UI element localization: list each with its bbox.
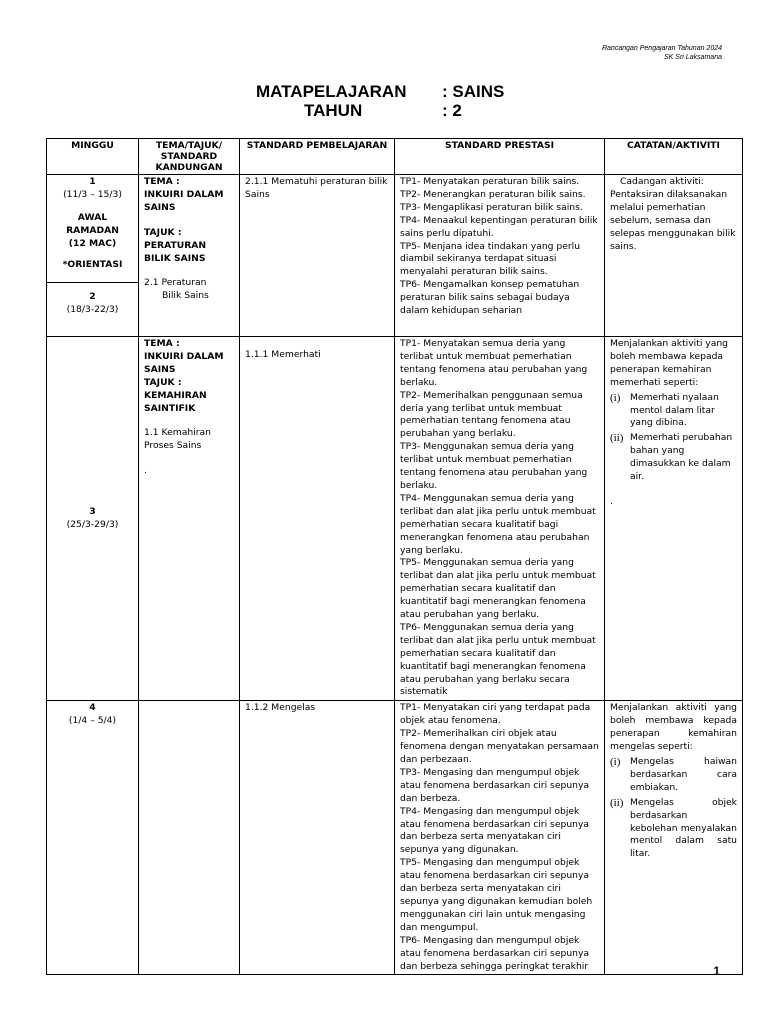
tp-item: TP2- Memerihalkan penggunaan semua deria yang terlibat untuk membuat pemerhatian tentang fenomena atau perubahan yang berlaku.	[400, 389, 583, 440]
tp-item: TP1- Menyatakan semua deria yang terlibat untuk membuat pemerhatian tentang fenomena atau perubahan yang berlaku.	[400, 338, 588, 388]
list-text: Memerhati nyalaan mentol dalam litar yang dibina.	[630, 391, 719, 429]
tp-item: TP6- Mengamalkan konsep pematuhan peraturan bilik sains sebagai budaya dalam kehidupan seharian	[400, 279, 580, 317]
list-number: (i)	[610, 756, 621, 768]
list-text: Memerhati perubahan bahan yang dimasukkan ke dalam air.	[630, 432, 733, 483]
standard-kandungan: 1.1 Kemahiran	[144, 427, 211, 439]
week-number: 3	[89, 505, 96, 517]
tp-item: TP3- Mengaplikasi peraturan bilik sains.	[400, 201, 583, 213]
tp-item: TP6- Menggunakan semua deria yang terlibat dan alat jika perlu untuk membuat pemerhatian secara kualitatif dan kuantitatif bagi menerangkan fenomena atau perubahan yang berlaku secara sistematik	[400, 621, 596, 698]
catatan-intro: Menjalankan aktiviti yang boleh membawa kepada penerapan kemahiran memerhati seperti:	[610, 338, 729, 388]
list-item	[610, 797, 737, 862]
catatan-text: Cadangan aktiviti: Pentaksiran dilaksanakan melalui pemerhatian sebelum, semasa dan selepas menggunakan bilik sains.	[610, 176, 736, 252]
lesson-plan-table	[46, 138, 743, 975]
catatan-cell	[605, 701, 743, 975]
tp-cell	[395, 337, 605, 701]
table-row	[47, 701, 743, 975]
document-header-note	[602, 44, 722, 62]
catatan-cell	[605, 175, 743, 337]
page-number: 1	[713, 964, 720, 978]
sp-cell	[240, 337, 395, 701]
header-tema: TEMA/TAJUK/ STANDARD KANDUNGAN	[139, 139, 240, 175]
table-header-row	[47, 139, 743, 175]
text-dot: .	[610, 495, 613, 507]
header-minggu: MINGGU	[47, 139, 139, 175]
header-catatan: CATATAN/AKTIVITI	[605, 139, 743, 175]
week-dates: (11/3 – 15/3)	[63, 188, 122, 200]
tp-item: TP2- Memerihalkan ciri objek atau fenomena dengan menyatakan persamaan dan perbezaan.	[400, 728, 599, 765]
tema-cell	[139, 337, 240, 701]
table-row	[47, 175, 743, 283]
tp-item: TP4- Menaakul kepentingan peraturan bilik sains perlu dipatuhi.	[400, 214, 598, 239]
header-standard-pembelajaran: STANDARD PEMBELAJARAN	[240, 139, 395, 175]
week-number: 1	[89, 176, 96, 187]
list-item	[610, 392, 737, 431]
tema-cell	[139, 175, 240, 337]
header-doc-title: Rancangan Pengajaran Tahunan 2024	[601, 45, 722, 52]
tajuk-value: PERATURAN BILIK SAINS	[144, 239, 207, 264]
tp-item: TP3- Mengasing dan mengumpul objek atau fenomena berdasarkan ciri sepunya dan berbeza.	[400, 766, 590, 804]
tp-item: TP5- Mengasing dan mengumpul objek atau fenomena berdasarkan ciri sepunya dan berbeza serta menyatakan ciri sepunya yang digunakan kemudian boleh menggunakan ciri lain untuk mengasing dan mengumpul.	[400, 857, 593, 933]
tp-cell	[395, 701, 605, 975]
week-cell	[47, 701, 139, 975]
sp-cell	[240, 175, 395, 337]
header-standard-prestasi: STANDARD PRESTASI	[395, 139, 605, 175]
year-label: TAHUN	[304, 101, 363, 120]
list-item	[610, 432, 737, 484]
header-school: SK Sri Laksamana	[664, 54, 722, 61]
page-title	[256, 82, 504, 120]
week-number: 4	[89, 702, 96, 714]
tp-item: TP1- Menyatakan peraturan bilik sains.	[400, 176, 580, 187]
standard-pembelajaran: 1.1.2 Mengelas	[245, 702, 316, 714]
tema-value: INKUIRI DALAM SAINS	[144, 188, 224, 213]
catatan-intro: Menjalankan aktiviti yang boleh membawa kepada penerapan kemahiran mengelas seperti:	[610, 702, 737, 753]
tajuk-label: TAJUK :	[144, 226, 182, 238]
subject-value: : SAINS	[442, 82, 505, 101]
catatan-cell	[605, 337, 743, 701]
week-note: AWAL	[77, 211, 108, 223]
standard-pembelajaran: 2.1.1 Mematuhi peraturan bilik Sains	[245, 176, 388, 200]
week-number: 2	[89, 291, 96, 302]
tajuk-value: KEMAHIRAN SAINTIFIK	[144, 389, 207, 414]
standard-kandungan: Bilik Sains	[162, 290, 209, 302]
week-cell	[47, 337, 139, 701]
tp-item: TP2- Menerangkan peraturan bilik sains.	[400, 188, 586, 200]
list-number: (ii)	[610, 796, 624, 809]
tema-label: TEMA :	[144, 176, 180, 187]
week-dates: (25/3-29/3)	[66, 518, 119, 530]
week-note: (12 MAC)	[68, 237, 117, 249]
list-text: Mengelas haiwan berdasarkan cara embiakan.	[630, 756, 737, 793]
tp-item: TP1- Menyatakan ciri yang terdapat pada objek atau fenomena.	[400, 702, 591, 727]
week-cell	[47, 283, 139, 337]
subject-label: MATAPELAJARAN	[256, 82, 407, 101]
week-note: *ORIENTASI	[62, 258, 123, 270]
tp-item: TP4- Menggunakan semua deria yang terlibat dan alat jika perlu untuk membuat pemerhatian secara kualitatif bagi menerangkan fenomena atau perubahan yang berlaku.	[400, 492, 596, 556]
table-row	[47, 337, 743, 701]
standard-kandungan: Proses Sains	[144, 440, 202, 452]
week-dates: (1/4 – 5/4)	[68, 715, 117, 727]
tp-item: TP5- Menjana idea tindakan yang perlu diambil sekiranya terdapat situasi menyalahi peraturan bilik sains.	[400, 240, 581, 278]
text-dot: .	[144, 465, 147, 477]
standard-kandungan: 2.1 Peraturan	[144, 277, 207, 289]
week-cell	[47, 175, 139, 283]
tp-item: TP3- Menggunakan semua deria yang terlibat untuk membuat pemerhatian tentang fenomena atau perubahan yang berlaku.	[400, 441, 588, 491]
tp-item: TP5- Menggunakan semua deria yang terlibat dan alat jika perlu untuk membuat pemerhatian secara kualitatif dan kuantitatif bagi menerangkan fenomena atau perubahan yang berlaku.	[400, 557, 596, 621]
tajuk-label: TAJUK :	[144, 376, 182, 388]
list-text: Mengelas objek berdasarkan kebolehan menyalakan mentol dalam satu litar.	[630, 796, 737, 860]
year-value: : 2	[442, 101, 462, 120]
list-number: (ii)	[610, 432, 624, 445]
week-dates: (18/3-22/3)	[66, 303, 119, 315]
sp-cell	[240, 701, 395, 975]
standard-pembelajaran: 1.1.1 Memerhati	[245, 349, 321, 360]
week-note: RAMADAN	[66, 224, 119, 236]
tp-item: TP6- Mengasing dan mengumpul objek atau fenomena berdasarkan ciri sepunya dan berbeza sehingga peringkat terakhir	[400, 934, 590, 972]
tp-item: TP4- Mengasing dan mengumpul objek atau fenomena berdasarkan ciri sepunya dan berbeza serta menyatakan ciri sepunya yang digunakan.	[400, 805, 590, 856]
tema-cell	[139, 701, 240, 975]
tema-label: TEMA :	[144, 338, 180, 349]
list-number: (i)	[610, 391, 621, 404]
tp-cell	[395, 175, 605, 337]
list-item	[610, 756, 737, 795]
tema-value: INKUIRI DALAM SAINS	[144, 350, 224, 375]
